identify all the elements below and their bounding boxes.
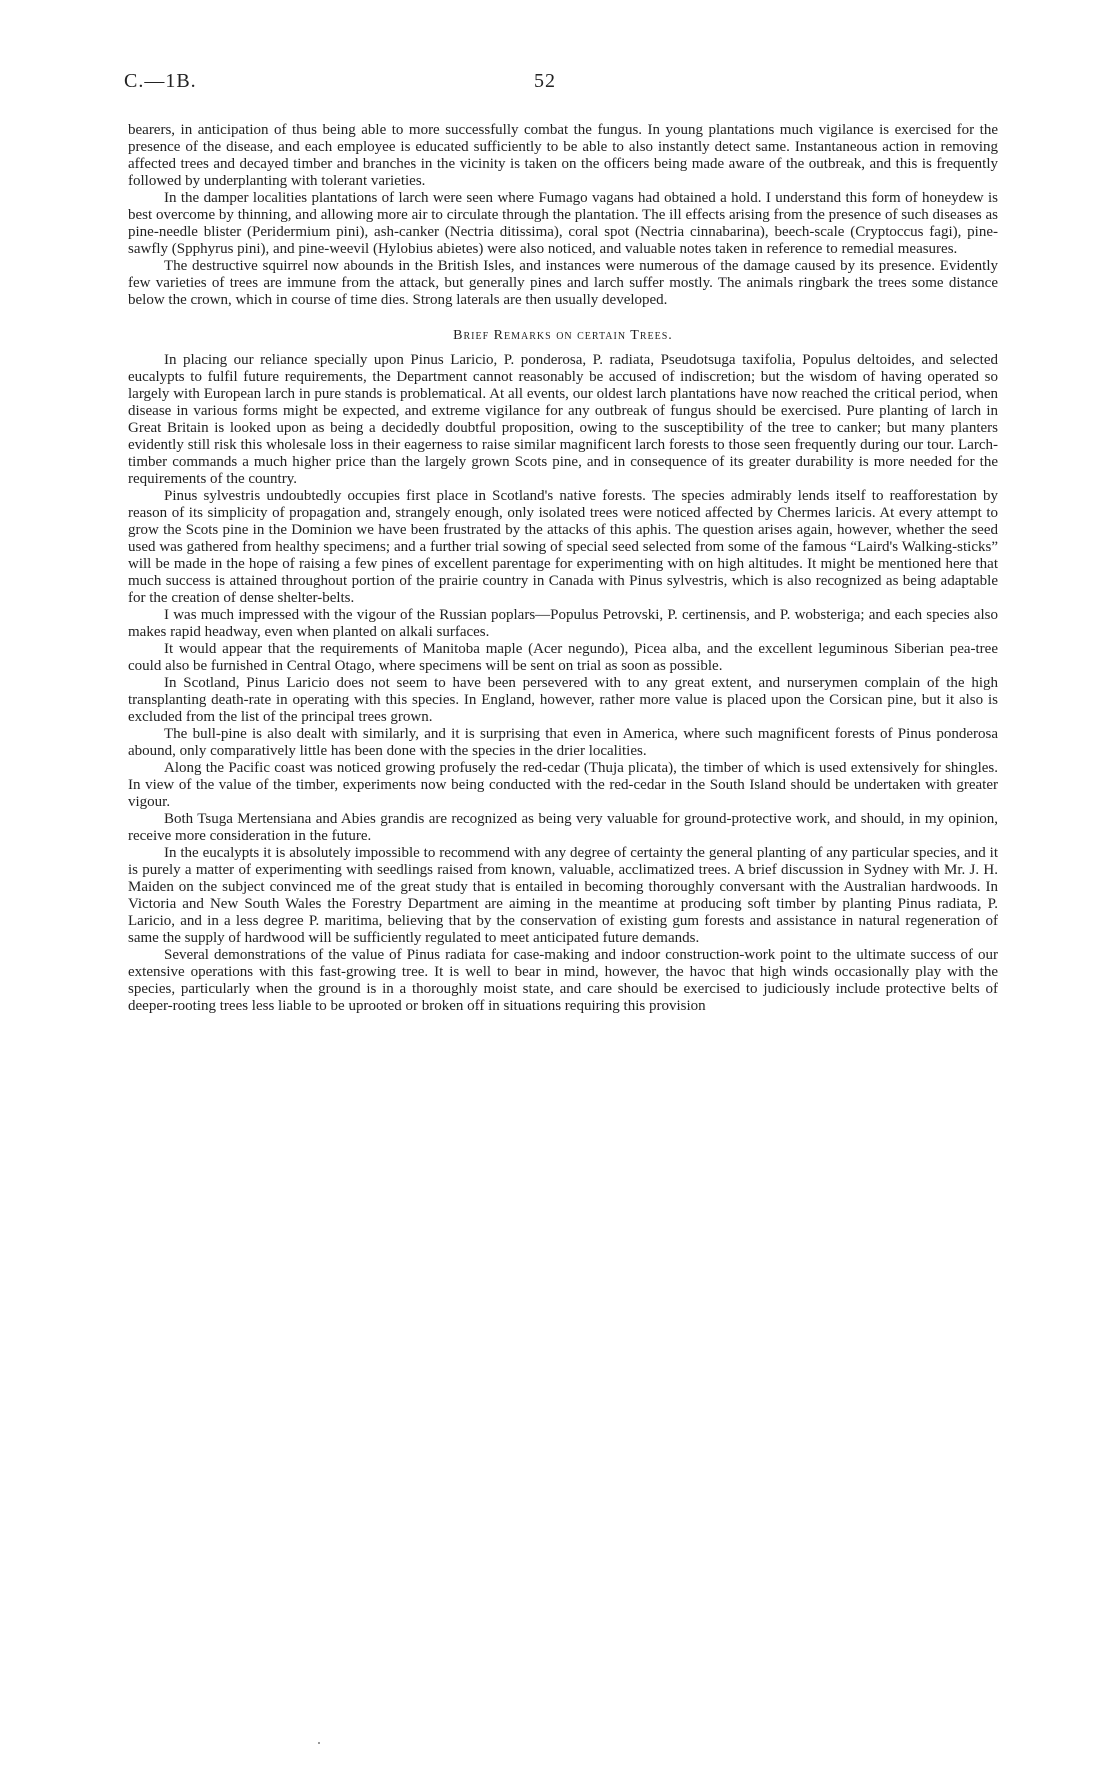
section-heading: Brief Remarks on certain Trees.: [453, 328, 673, 343]
body-text: [128, 122, 998, 1015]
document-reference: C.—1B.: [124, 70, 197, 92]
paragraph: bearers, in anticipation of thus being able to more successfully combat the fungus. In young plantations much vigilance is exercised for the presence of the disease, and each employee is educated sufficiently to be able to also instantly detect same. Instantaneous action in removing affected trees and decayed timber and branches in the vicinity is taken on the officers being made aware of the outbreak, and this is frequently followed by underplanting with tolerant varieties.: [128, 122, 998, 189]
paragraph: Pinus sylvestris undoubtedly occupies first place in Scotland's native forests. The species admirably lends itself to reafforestation by reason of its simplicity of propagation and, strangely enough, only isolated trees were noticed affected by Chermes laricis. At every attempt to grow the Scots pine in the Dominion we have been frustrated by the attacks of this aphis. The question arises again, however, whether the seed used was gathered from healthy specimens; and a further trial sowing of special seed selected from some of the famous “Laird's Walking-sticks” will be made in the hope of raising a few pines of excellent parentage for experimenting with on high altitudes. It might be mentioned here that much success is attained throughout portion of the prairie country in Canada with Pinus sylvestris, which is also recognized as being adaptable for the creation of dense shelter-belts.: [128, 488, 998, 606]
paragraph: Several demonstrations of the value of Pinus radiata for case-making and indoor construction-work point to the ultimate success of our extensive operations with this fast-growing tree. It is well to bear in mind, however, the havoc that high winds occasionally play with the species, particularly when the ground is in a thoroughly moist state, and care should be exercised to judiciously include protective belts of deeper-rooting trees less liable to be uprooted or broken off in situations requiring this provision: [128, 947, 998, 1014]
paragraph: Along the Pacific coast was noticed growing profusely the red-cedar (Thuja plicata), the timber of which is used extensively for shingles. In view of the value of the timber, experiments now being conducted with the red-cedar in the South Island should be undertaken with greater vigour.: [128, 760, 998, 810]
paragraph: The destructive squirrel now abounds in the British Isles, and instances were numerous of the damage caused by its presence. Evidently few varieties of trees are immune from the attack, but generally pines and larch suffer mostly. The animals ringbark the trees some distance below the crown, which in course of time dies. Strong laterals are then usually developed.: [128, 258, 998, 308]
paragraph: In the damper localities plantations of larch were seen where Fumago vagans had obtained a hold. I understand this form of honeydew is best overcome by thinning, and allowing more air to circulate through the plantation. The ill effects arising from the presence of such diseases as pine-needle blister (Peridermium pini), ash-canker (Nectria ditissima), coral spot (Nectria cinnabarina), beech-scale (Cryptoccus fagi), pine-sawfly (Spphyrus pini), and pine-weevil (Hylobius abietes) were also noticed, and valuable notes taken in reference to remedial measures.: [128, 190, 998, 257]
paragraph: Both Tsuga Mertensiana and Abies grandis are recognized as being very valuable for ground-protective work, and should, in my opinion, receive more consideration in the future.: [128, 811, 998, 844]
paragraph: It would appear that the requirements of Manitoba maple (Acer negundo), Picea alba, and the excellent leguminous Siberian pea-tree could also be furnished in Central Otago, where specimens will be sent on trial as soon as possible.: [128, 641, 998, 674]
page-number: 52: [534, 70, 556, 92]
paragraph: I was much impressed with the vigour of the Russian poplars—Populus Petrovski, P. certinensis, and P. wobsteriga; and each species also makes rapid headway, even when planted on alkali surfaces.: [128, 607, 998, 640]
paragraph: In placing our reliance specially upon Pinus Laricio, P. ponderosa, P. radiata, Pseudotsuga taxifolia, Populus deltoides, and selected eucalypts to fulfil future requirements, the Department cannot reasonably be accused of indiscretion; but the wisdom of having operated so largely with European larch in pure stands is problematical. At all events, our oldest larch plantations have now reached the critical period, when disease in various forms might be expected, and extreme vigilance for any outbreak of fungus should be exercised. Pure planting of larch in Great Britain is looked upon as being a decidedly doubtful proposition, owing to the susceptibility of the tree to canker; but many planters evidently still risk this wholesale loss in their eagerness to raise similar magnificent larch forests to those seen frequently during our tour. Larch-timber commands a much higher price than the largely grown Scots pine, and in consequence of its greater durability is more needed for the requirements of the country.: [128, 352, 998, 487]
scan-speck: [318, 1742, 320, 1744]
paragraph: The bull-pine is also dealt with similarly, and it is surprising that even in America, where such magnificent forests of Pinus ponderosa abound, only comparatively little has been done with the species in the drier localities.: [128, 726, 998, 759]
page-header: [124, 70, 1004, 100]
paragraph: In the eucalypts it is absolutely impossible to recommend with any degree of certainty the general planting of any particular species, and it is purely a matter of experimenting with seedlings raised from known, valuable, acclimatized trees. A brief discussion in Sydney with Mr. J. H. Maiden on the subject convinced me of the great study that is entailed in becoming thoroughly conversant with the Australian hardwoods. In Victoria and New South Wales the Forestry Department are aiming in the meantime at producing soft timber by planting Pinus radiata, P. Laricio, and in a less degree P. maritima, believing that by the conservation of existing gum forests and assistance in natural regeneration of same the supply of hardwood will be sufficiently regulated to meet anticipated future demands.: [128, 845, 998, 946]
paragraph: In Scotland, Pinus Laricio does not seem to have been persevered with to any great extent, and nurserymen complain of the high transplanting death-rate in operating with this species. In England, however, rather more value is placed upon the Corsican pine, but it also is excluded from the list of the principal trees grown.: [128, 675, 998, 725]
